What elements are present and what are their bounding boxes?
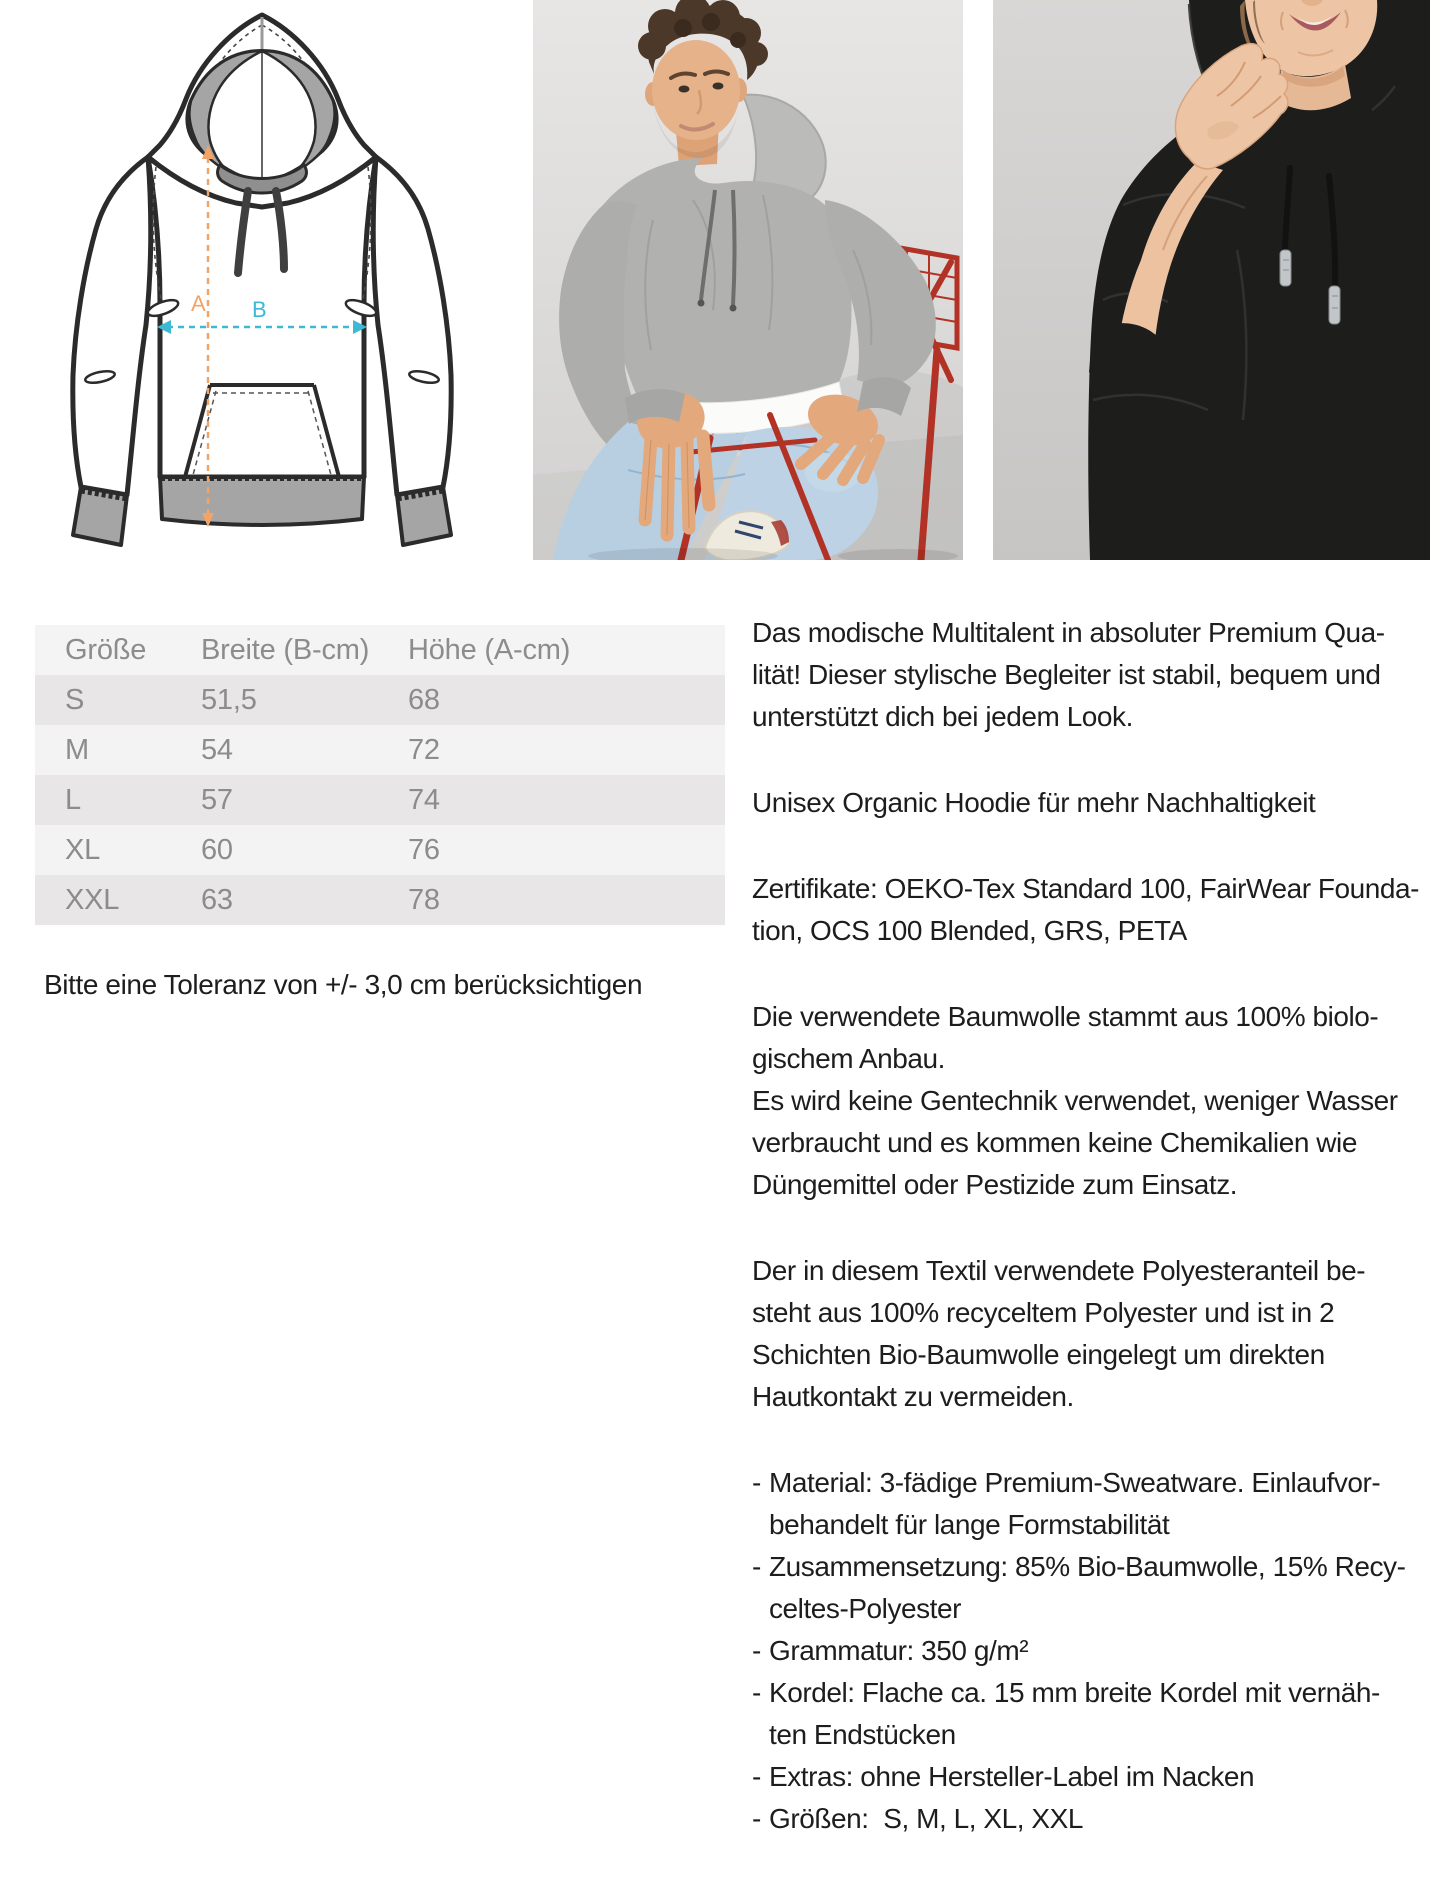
- description-paragraph: [752, 1250, 1430, 1418]
- description-text-line: Grammatur: 350 g/m²: [769, 1635, 1029, 1666]
- description-paragraph: [752, 868, 1430, 952]
- tolerance-note: Bitte eine Toleranz von +/- 3,0 cm berücksichtigen: [44, 969, 643, 1000]
- description-text-line: Material: 3-fädige Premium-Sweatware. Einlaufvor-: [769, 1467, 1381, 1498]
- product-attribute-item: [752, 1672, 1430, 1756]
- size-table-cell: 60: [201, 833, 233, 866]
- product-description: [752, 612, 1430, 1840]
- description-text-line: Schichten Bio-Baumwolle eingelegt um direkten: [752, 1339, 1325, 1370]
- description-text-line: Kordel: Flache ca. 15 mm breite Kordel mit vernäh-: [769, 1677, 1380, 1708]
- description-text-line: Zertifikate: OEKO-Tex Standard 100, FairWear Founda-: [752, 873, 1420, 904]
- description-text-line: ten Endstücken: [769, 1719, 956, 1750]
- bullet-dash: -: [752, 1677, 761, 1708]
- description-text-line: Größen: S, M, L, XL, XXL: [769, 1803, 1083, 1834]
- size-table-cell: M: [65, 733, 89, 766]
- size-table-row: [35, 875, 725, 925]
- product-attribute-item: [752, 1462, 1430, 1546]
- bullet-dash: -: [752, 1803, 761, 1834]
- size-table-cell: XXL: [65, 883, 120, 916]
- size-table-cell: 76: [408, 833, 440, 866]
- hoodie-schematic-drawing: [60, 5, 460, 555]
- hoodie-size-diagram: [60, 5, 460, 555]
- description-text-line: Die verwendete Baumwolle stammt aus 100% biolo-: [752, 1001, 1379, 1032]
- product-attribute-item: [752, 1756, 1430, 1798]
- description-paragraph: [752, 612, 1430, 738]
- size-table-cell: XL: [65, 833, 101, 866]
- description-text-line: Das modische Multitalent in absoluter Premium Qua-: [752, 617, 1385, 648]
- description-text-line: Der in diesem Textil verwendete Polyesteranteil be-: [752, 1255, 1366, 1286]
- description-paragraph: [752, 996, 1430, 1206]
- product-attribute-list: [752, 1462, 1430, 1840]
- product-photo-woman-black-hoodie: [993, 0, 1430, 560]
- description-text-line: Es wird keine Gentechnik verwendet, weniger Wasser: [752, 1085, 1398, 1116]
- size-table-header-row: [35, 625, 725, 675]
- description-paragraph: [752, 782, 1430, 824]
- size-table-cell: 68: [408, 683, 440, 716]
- size-table-row: [35, 825, 725, 875]
- product-attribute-item: [752, 1798, 1430, 1840]
- description-text-line: steht aus 100% recyceltem Polyester und ist in 2: [752, 1297, 1335, 1328]
- size-table-column-header: Höhe (A-cm): [408, 633, 571, 666]
- size-table-row: [35, 725, 725, 775]
- product-attribute-item: [752, 1546, 1430, 1630]
- description-text-line: gischem Anbau.: [752, 1043, 945, 1074]
- size-table-cell: 78: [408, 883, 440, 916]
- size-table-column-header: Breite (B-cm): [201, 633, 370, 666]
- description-text-line: unterstützt dich bei jedem Look.: [752, 701, 1133, 732]
- size-table-cell: 57: [201, 783, 233, 816]
- size-table-cell: 51,5: [201, 683, 257, 716]
- description-text-line: Düngemittel oder Pestizide zum Einsatz.: [752, 1169, 1238, 1200]
- description-text-line: celtes-Polyester: [769, 1593, 961, 1624]
- bullet-dash: -: [752, 1467, 761, 1498]
- measurement-b-label: B: [252, 297, 267, 322]
- description-text-line: behandelt für lange Formstabilität: [769, 1509, 1170, 1540]
- bullet-dash: -: [752, 1551, 761, 1582]
- measurement-a-label: A: [191, 291, 206, 316]
- size-table: [35, 625, 725, 925]
- product-attribute-item: [752, 1630, 1430, 1672]
- product-photo-man-gray-hoodie: [533, 0, 963, 560]
- size-table-cell: 54: [201, 733, 233, 766]
- bullet-dash: -: [752, 1761, 761, 1792]
- description-text-line: tion, OCS 100 Blended, GRS, PETA: [752, 915, 1187, 946]
- size-table-column-header: Größe: [65, 633, 147, 666]
- description-text-line: Zusammensetzung: 85% Bio-Baumwolle, 15% Recy-: [769, 1551, 1406, 1582]
- size-table-row: [35, 775, 725, 825]
- size-table-cell: L: [65, 783, 81, 816]
- description-text-line: lität! Dieser stylische Begleiter ist stabil, bequem und: [752, 659, 1381, 690]
- size-table-cell: 63: [201, 883, 233, 916]
- size-table-row: [35, 675, 725, 725]
- description-text-line: Hautkontakt zu vermeiden.: [752, 1381, 1074, 1412]
- description-text-line: Extras: ohne Hersteller-Label im Nacken: [769, 1761, 1255, 1792]
- size-table-cell: 74: [408, 783, 440, 816]
- bullet-dash: -: [752, 1635, 761, 1666]
- description-text-line: Unisex Organic Hoodie für mehr Nachhaltigkeit: [752, 787, 1316, 818]
- size-table-cell: S: [65, 683, 85, 716]
- description-text-line: verbraucht und es kommen keine Chemikalien wie: [752, 1127, 1357, 1158]
- size-table-cell: 72: [408, 733, 440, 766]
